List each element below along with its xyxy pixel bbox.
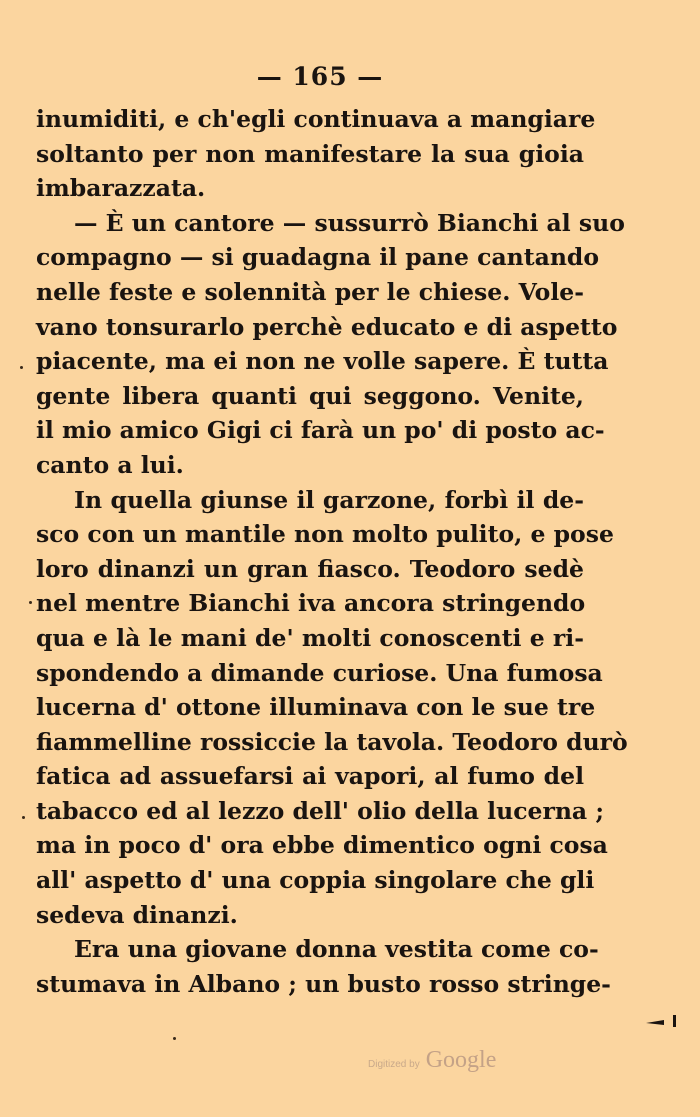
- text-line: canto a lui.: [36, 450, 184, 479]
- text-line: sco con un mantile non molto pulito, e pose: [36, 520, 614, 549]
- text-line: tabacco ed al lezzo dell' olio della lucerna ;: [36, 796, 605, 825]
- text-line: piacente, ma ei non ne volle sapere. È tutta: [36, 347, 609, 376]
- margin-speck: [22, 816, 25, 819]
- digitized-watermark: [368, 1047, 496, 1074]
- text-line: all' aspetto d' una coppia singolare che gli: [36, 866, 595, 895]
- text-line: il mio amico Gigi ci farà un po' di posto ac-: [36, 416, 605, 445]
- text-line: sedeva dinanzi.: [36, 900, 238, 929]
- margin-speck: [20, 366, 23, 369]
- google-logo: Google: [425, 1047, 497, 1073]
- digitized-prefix: Digitized by: [368, 1059, 420, 1070]
- text-line: Era una giovane donna vestita come co-: [74, 935, 599, 964]
- margin-speck: [173, 1037, 176, 1040]
- text-line: fiammelline rossiccie la tavola. Teodoro durò: [36, 727, 628, 756]
- page-edge-mark: [640, 1014, 680, 1028]
- text-line: soltanto per non manifestare la sua gioia: [36, 139, 584, 168]
- text-line: gente libera quanti qui seggono. Venite,: [36, 381, 584, 410]
- text-line: ma in poco d' ora ebbe dimentico ogni cosa: [36, 831, 608, 860]
- margin-speck: [29, 601, 32, 604]
- text-line: nelle feste e solennità per le chiese. Vole-: [36, 277, 584, 306]
- text-line: inumiditi, e ch'egli continuava a mangiare: [36, 105, 596, 133]
- text-line: loro dinanzi un gran fiasco. Teodoro sedè: [36, 554, 584, 583]
- text-line: lucerna d' ottone illuminava con le sue tre: [36, 693, 596, 722]
- text-line: nel mentre Bianchi iva ancora stringendo: [36, 589, 586, 618]
- text-line: imbarazzata.: [36, 174, 206, 203]
- text-line: qua e là le mani de' molti conoscenti e ri-: [36, 623, 584, 652]
- text-line: In quella giunse il garzone, forbì il de-: [74, 485, 584, 514]
- body-text: [36, 102, 628, 1001]
- text-line: stumava in Albano ; un busto rosso stringe-: [36, 969, 611, 998]
- text-line: compagno — si guadagna il pane cantando: [36, 243, 600, 272]
- page-number: — 165 —: [256, 62, 384, 91]
- text-line: fatica ad assuefarsi ai vapori, al fumo del: [36, 762, 584, 791]
- text-line: — È un cantore — sussurrò Bianchi al suo: [74, 208, 625, 237]
- text-line: vano tonsurarlo perchè educato e di aspetto: [36, 312, 618, 341]
- text-line: spondendo a dimande curiose. Una fumosa: [36, 658, 603, 687]
